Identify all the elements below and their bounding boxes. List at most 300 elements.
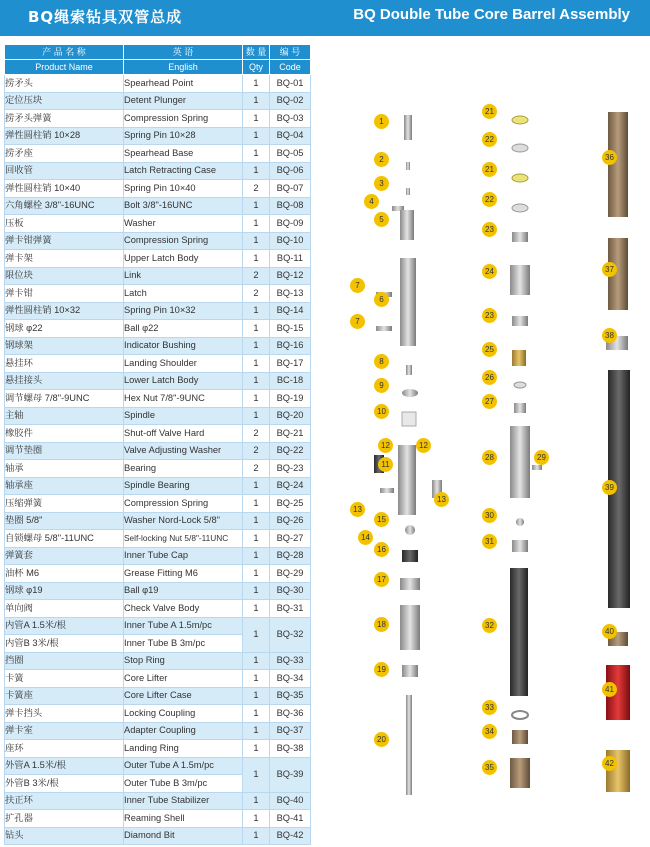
cell-english: Valve Adjusting Washer [124, 442, 243, 460]
cell-code: BQ-04 [270, 127, 311, 145]
table-row [5, 337, 311, 355]
cell-name-cn: 外管A 1.5米/根 [5, 757, 124, 775]
parts-table [4, 44, 311, 845]
cell-qty: 1 [243, 565, 270, 583]
cell-code: BQ-17 [270, 355, 311, 373]
table-row [5, 390, 311, 408]
part-bearing-2 [512, 316, 528, 326]
part-spearhead-base [400, 210, 414, 240]
cell-qty: 1 [243, 547, 270, 565]
part-number-badge: 34 [482, 724, 497, 739]
part-number-badge: 31 [482, 534, 497, 549]
table-row [5, 215, 311, 233]
part-number-badge: 2 [374, 152, 389, 167]
exploded-diagram [340, 60, 650, 843]
cell-english: Lower Latch Body [124, 372, 243, 390]
cell-code: BQ-12 [270, 267, 311, 285]
cell-name-cn: 弹簧套 [5, 547, 124, 565]
cell-qty: 2 [243, 425, 270, 443]
cell-code: BQ-31 [270, 600, 311, 618]
cell-name-cn: 内管B 3米/根 [5, 635, 124, 653]
cell-qty: 1 [243, 337, 270, 355]
part-latch-retracting-case [400, 258, 416, 346]
cell-qty: 1 [243, 390, 270, 408]
cell-english: Bearing [124, 460, 243, 478]
part-number-badge: 7 [350, 314, 365, 329]
part-inner-tube [510, 568, 528, 696]
cell-qty: 1 [243, 110, 270, 128]
cell-qty: 1 [243, 600, 270, 618]
cell-qty: 1 [243, 705, 270, 723]
cell-qty: 1 [243, 145, 270, 163]
cell-qty: 1 [243, 722, 270, 740]
cell-name-cn: 油杯 M6 [5, 565, 124, 583]
part-number-badge: 32 [482, 618, 497, 633]
cell-name-cn: 主轴 [5, 407, 124, 425]
col-english-cn: 英 语 [124, 45, 243, 60]
cell-english: Grease Fitting M6 [124, 565, 243, 583]
part-number-badge: 17 [374, 572, 389, 587]
table-row [5, 477, 311, 495]
cell-qty: 1 [243, 757, 270, 792]
cell-name-cn: 外管B 3米/根 [5, 775, 124, 793]
table-row [5, 355, 311, 373]
cell-name-cn: 弹卡挡头 [5, 705, 124, 723]
cell-code: BQ-16 [270, 337, 311, 355]
cell-name-cn: 压板 [5, 215, 124, 233]
table-row [5, 232, 311, 250]
part-number-badge: 41 [602, 682, 617, 697]
cell-english: Upper Latch Body [124, 250, 243, 268]
cell-qty: 2 [243, 460, 270, 478]
cell-english: Compression Spring [124, 495, 243, 513]
cell-code: BQ-25 [270, 495, 311, 513]
part-spindle [406, 695, 412, 795]
cell-code: BQ-13 [270, 285, 311, 303]
part-number-badge: 38 [602, 328, 617, 343]
cell-code: BQ-08 [270, 197, 311, 215]
cell-qty: 2 [243, 267, 270, 285]
cell-english: Self-locking Nut 5/8"-11UNC [124, 530, 243, 548]
cell-english: Indicator Bushing [124, 337, 243, 355]
cell-english: Latch Retracting Case [124, 162, 243, 180]
cell-code: BQ-01 [270, 75, 311, 93]
cell-english: Spring Pin 10×40 [124, 180, 243, 198]
cell-english: Landing Shoulder [124, 355, 243, 373]
part-self-locking-nut [514, 403, 526, 413]
col-name-en: Product Name [5, 60, 124, 75]
col-name-cn: 产 品 名 称 [5, 45, 124, 60]
cell-code: BQ-40 [270, 792, 311, 810]
part-bolt [406, 365, 412, 375]
cell-name-cn: 弹卡架 [5, 250, 124, 268]
cell-english: Spearhead Base [124, 145, 243, 163]
table-row [5, 162, 311, 180]
cell-qty: 1 [243, 810, 270, 828]
cell-name-cn: 钻头 [5, 827, 124, 845]
cell-name-cn: 弹性圆柱销 10×40 [5, 180, 124, 198]
cell-name-cn: 挡圈 [5, 652, 124, 670]
cell-code: BQ-22 [270, 442, 311, 460]
part-number-badge: 21 [482, 104, 497, 119]
part-number-badge: 3 [374, 176, 389, 191]
col-code-cn: 编 号 [270, 45, 311, 60]
cell-qty: 1 [243, 827, 270, 845]
cell-code: BQ-05 [270, 145, 311, 163]
part-number-badge: 24 [482, 264, 497, 279]
part-number-badge: 14 [358, 530, 373, 545]
table-row [5, 740, 311, 758]
table-row [5, 372, 311, 390]
cell-name-cn: 垫圈 5/8" [5, 512, 124, 530]
part-bearing-1 [512, 232, 528, 242]
cell-name-cn: 调节螺母 7/8"-9UNC [5, 390, 124, 408]
part-number-badge: 28 [482, 450, 497, 465]
cell-english: Core Lifter Case [124, 687, 243, 705]
part-compression-spring [402, 412, 416, 426]
cell-english: Spindle Bearing [124, 477, 243, 495]
part-number-badge: 42 [602, 756, 617, 771]
cell-english: Ball φ22 [124, 320, 243, 338]
cell-english: Locking Coupling [124, 705, 243, 723]
table-row [5, 792, 311, 810]
cell-name-cn: 钢球 φ22 [5, 320, 124, 338]
part-number-badge: 25 [482, 342, 497, 357]
part-number-badge: 13 [434, 492, 449, 507]
part-core-lifter-case [510, 758, 530, 788]
cell-name-cn: 钢球架 [5, 337, 124, 355]
cell-code: BC-18 [270, 372, 311, 390]
cell-qty: 1 [243, 197, 270, 215]
table-row [5, 565, 311, 583]
parts-table-body [5, 75, 311, 845]
cell-name-cn: 调节垫圈 [5, 442, 124, 460]
cell-english: Inner Tube Stabilizer [124, 792, 243, 810]
table-row [5, 600, 311, 618]
cell-code: BQ-41 [270, 810, 311, 828]
col-english-en: English [124, 60, 243, 75]
part-indicator-bushing [402, 550, 418, 562]
cell-code: BQ-09 [270, 215, 311, 233]
title-chinese: BQ绳索钻具双管总成 [28, 8, 183, 26]
cell-qty: 1 [243, 250, 270, 268]
table-row [5, 652, 311, 670]
cell-code: BQ-07 [270, 180, 311, 198]
cell-qty: 1 [243, 512, 270, 530]
cell-code: BQ-19 [270, 390, 311, 408]
part-adjusting-washer-1 [512, 144, 528, 152]
table-row [5, 705, 311, 723]
part-stop-ring [512, 711, 528, 719]
cell-code: BQ-27 [270, 530, 311, 548]
cell-qty: 1 [243, 740, 270, 758]
table-row [5, 827, 311, 845]
part-number-badge: 37 [602, 262, 617, 277]
part-number-badge: 4 [364, 194, 379, 209]
cell-english: Core Lifter [124, 670, 243, 688]
cell-english: Stop Ring [124, 652, 243, 670]
part-number-badge: 8 [374, 354, 389, 369]
cell-english: Inner Tube B 3m/pc [124, 635, 243, 653]
table-row [5, 512, 311, 530]
col-qty-cn: 数 量 [243, 45, 270, 60]
cell-code: BQ-34 [270, 670, 311, 688]
cell-qty: 1 [243, 670, 270, 688]
part-detent-plunger [406, 162, 410, 170]
cell-code: BQ-10 [270, 232, 311, 250]
part-number-badge: 13 [350, 502, 365, 517]
cell-english: Spring Pin 10×32 [124, 302, 243, 320]
part-valve-hard-2 [512, 174, 528, 182]
part-core-lifter [512, 730, 528, 744]
cell-english: Reaming Shell [124, 810, 243, 828]
cell-code: BQ-29 [270, 565, 311, 583]
cell-english: Hex Nut 7/8"-9UNC [124, 390, 243, 408]
part-number-badge: 1 [374, 114, 389, 129]
table-row [5, 530, 311, 548]
cell-qty: 1 [243, 792, 270, 810]
cell-name-cn: 自锁螺母 5/8"-11UNC [5, 530, 124, 548]
part-inner-tube-cap [510, 426, 530, 498]
cell-name-cn: 座环 [5, 740, 124, 758]
cell-name-cn: 悬挂接头 [5, 372, 124, 390]
cell-english: Compression Spring [124, 110, 243, 128]
part-number-badge: 16 [374, 542, 389, 557]
part-number-badge: 5 [374, 212, 389, 227]
part-number-badge: 26 [482, 370, 497, 385]
cell-english: Landing Ring [124, 740, 243, 758]
table-row [5, 127, 311, 145]
cell-name-cn: 悬挂环 [5, 355, 124, 373]
cell-english: Outer Tube A 1.5m/pc [124, 757, 243, 775]
part-ball-22 [405, 525, 415, 535]
cell-english: Ball φ19 [124, 582, 243, 600]
part-compression-spring-2 [512, 350, 526, 366]
table-row [5, 547, 311, 565]
table-row [5, 250, 311, 268]
cell-code: BQ-24 [270, 477, 311, 495]
cell-name-cn: 橡胶件 [5, 425, 124, 443]
table-row [5, 722, 311, 740]
part-number-badge: 39 [602, 480, 617, 495]
table-row [5, 495, 311, 513]
cell-code: BQ-32 [270, 617, 311, 652]
cell-name-cn: 弹卡室 [5, 722, 124, 740]
part-lower-latch-body [400, 605, 420, 650]
cell-qty: 1 [243, 582, 270, 600]
cell-english: Check Valve Body [124, 600, 243, 618]
cell-name-cn: 轴承 [5, 460, 124, 478]
cell-english: Compression Spring [124, 232, 243, 250]
table-row [5, 582, 311, 600]
part-number-badge: 6 [374, 292, 389, 307]
part-number-badge: 19 [374, 662, 389, 677]
cell-code: BQ-02 [270, 92, 311, 110]
cell-english: Inner Tube Cap [124, 547, 243, 565]
part-number-badge: 23 [482, 308, 497, 323]
part-number-badge: 21 [482, 162, 497, 177]
cell-qty: 1 [243, 232, 270, 250]
part-number-badge: 18 [374, 617, 389, 632]
cell-english: Link [124, 267, 243, 285]
cell-code: BQ-06 [270, 162, 311, 180]
table-row [5, 92, 311, 110]
table-row [5, 110, 311, 128]
table-row [5, 407, 311, 425]
cell-qty: 1 [243, 407, 270, 425]
part-ball-19 [516, 518, 524, 526]
cell-qty: 1 [243, 617, 270, 652]
part-adjusting-washer-2 [512, 204, 528, 212]
page-header [0, 0, 650, 36]
cell-qty: 1 [243, 162, 270, 180]
part-check-valve-body [512, 540, 528, 552]
cell-name-cn: 内管A 1.5米/根 [5, 617, 124, 635]
cell-name-cn: 六角螺栓 3/8"-16UNC [5, 197, 124, 215]
part-number-badge: 36 [602, 150, 617, 165]
part-number-badge: 7 [350, 278, 365, 293]
cell-code: BQ-35 [270, 687, 311, 705]
cell-name-cn: 回收管 [5, 162, 124, 180]
cell-code: BQ-33 [270, 652, 311, 670]
part-number-badge: 9 [374, 378, 389, 393]
part-number-badge: 35 [482, 760, 497, 775]
part-spring-pin-3 [376, 326, 392, 331]
part-number-badge: 29 [534, 450, 549, 465]
part-spring [406, 188, 410, 195]
table-row [5, 267, 311, 285]
col-code-en: Code [270, 60, 311, 75]
cell-name-cn: 轴承座 [5, 477, 124, 495]
part-number-badge: 30 [482, 508, 497, 523]
cell-name-cn: 捞矛座 [5, 145, 124, 163]
cell-qty: 1 [243, 495, 270, 513]
cell-code: BQ-15 [270, 320, 311, 338]
part-number-badge: 33 [482, 700, 497, 715]
part-upper-latch-body [398, 445, 416, 515]
cell-english: Latch [124, 285, 243, 303]
part-landing-shoulder [400, 578, 420, 590]
cell-code: BQ-14 [270, 302, 311, 320]
table-row [5, 617, 311, 635]
part-spindle-bearing [510, 265, 530, 295]
cell-name-cn: 限位块 [5, 267, 124, 285]
cell-english: Outer Tube B 3m/pc [124, 775, 243, 793]
cell-qty: 1 [243, 215, 270, 233]
part-number-badge: 11 [378, 457, 393, 472]
table-row [5, 145, 311, 163]
cell-qty: 1 [243, 92, 270, 110]
cell-code: BQ-36 [270, 705, 311, 723]
table-row [5, 285, 311, 303]
table-row [5, 687, 311, 705]
cell-qty: 1 [243, 530, 270, 548]
cell-english: Detent Plunger [124, 92, 243, 110]
part-number-badge: 27 [482, 394, 497, 409]
table-row [5, 197, 311, 215]
cell-code: BQ-39 [270, 757, 311, 792]
cell-code: BQ-26 [270, 512, 311, 530]
part-valve-hard-1 [512, 116, 528, 124]
cell-qty: 1 [243, 320, 270, 338]
table-row [5, 320, 311, 338]
part-number-badge: 40 [602, 624, 617, 639]
cell-code: BQ-21 [270, 425, 311, 443]
cell-qty: 1 [243, 355, 270, 373]
part-spring-pin-4 [380, 488, 394, 493]
cell-code: BQ-37 [270, 722, 311, 740]
cell-english: Shut-off Valve Hard [124, 425, 243, 443]
cell-english: Bolt 3/8"-16UNC [124, 197, 243, 215]
table-row [5, 757, 311, 775]
cell-name-cn: 弹性圆柱销 10×32 [5, 302, 124, 320]
cell-name-cn: 捞矛头弹簧 [5, 110, 124, 128]
part-number-badge: 22 [482, 192, 497, 207]
cell-name-cn: 弹性圆柱销 10×28 [5, 127, 124, 145]
cell-code: BQ-38 [270, 740, 311, 758]
cell-code: BQ-03 [270, 110, 311, 128]
table-row [5, 180, 311, 198]
cell-code: BQ-30 [270, 582, 311, 600]
cell-english: Spindle [124, 407, 243, 425]
cell-qty: 2 [243, 442, 270, 460]
cell-english: Adapter Coupling [124, 722, 243, 740]
cell-qty: 1 [243, 652, 270, 670]
cell-code: BQ-23 [270, 460, 311, 478]
cell-code: BQ-11 [270, 250, 311, 268]
cell-english: Spearhead Point [124, 75, 243, 93]
cell-name-cn: 定位压块 [5, 92, 124, 110]
cell-qty: 1 [243, 687, 270, 705]
table-row [5, 670, 311, 688]
part-number-badge: 20 [374, 732, 389, 747]
table-row [5, 425, 311, 443]
cell-name-cn: 卡簧 [5, 670, 124, 688]
part-grease-fitting [532, 465, 542, 470]
table-row [5, 810, 311, 828]
cell-code: BQ-28 [270, 547, 311, 565]
cell-code: BQ-20 [270, 407, 311, 425]
part-spearhead-point [404, 115, 412, 140]
title-english: BQ Double Tube Core Barrel Assembly [353, 6, 630, 23]
cell-name-cn: 压缩弹簧 [5, 495, 124, 513]
cell-english: Inner Tube A 1.5m/pc [124, 617, 243, 635]
cell-name-cn: 扶正环 [5, 792, 124, 810]
part-washer-nord-lock [514, 382, 526, 388]
part-hex-nut [402, 665, 418, 677]
cell-name-cn: 捞矛头 [5, 75, 124, 93]
table-row [5, 75, 311, 93]
cell-qty: 1 [243, 477, 270, 495]
cell-name-cn: 弹卡钳弹簧 [5, 232, 124, 250]
table-row [5, 442, 311, 460]
part-washer [402, 389, 418, 397]
cell-qty: 2 [243, 180, 270, 198]
cell-name-cn: 扩孔器 [5, 810, 124, 828]
cell-english: Washer Nord-Lock 5/8" [124, 512, 243, 530]
cell-name-cn: 单向阀 [5, 600, 124, 618]
cell-name-cn: 弹卡钳 [5, 285, 124, 303]
part-number-badge: 10 [374, 404, 389, 419]
cell-qty: 1 [243, 75, 270, 93]
table-row [5, 460, 311, 478]
cell-name-cn: 钢球 φ19 [5, 582, 124, 600]
cell-qty: 2 [243, 285, 270, 303]
part-number-badge: 15 [374, 512, 389, 527]
cell-qty: 1 [243, 302, 270, 320]
cell-name-cn: 卡簧座 [5, 687, 124, 705]
part-number-badge: 12 [378, 438, 393, 453]
